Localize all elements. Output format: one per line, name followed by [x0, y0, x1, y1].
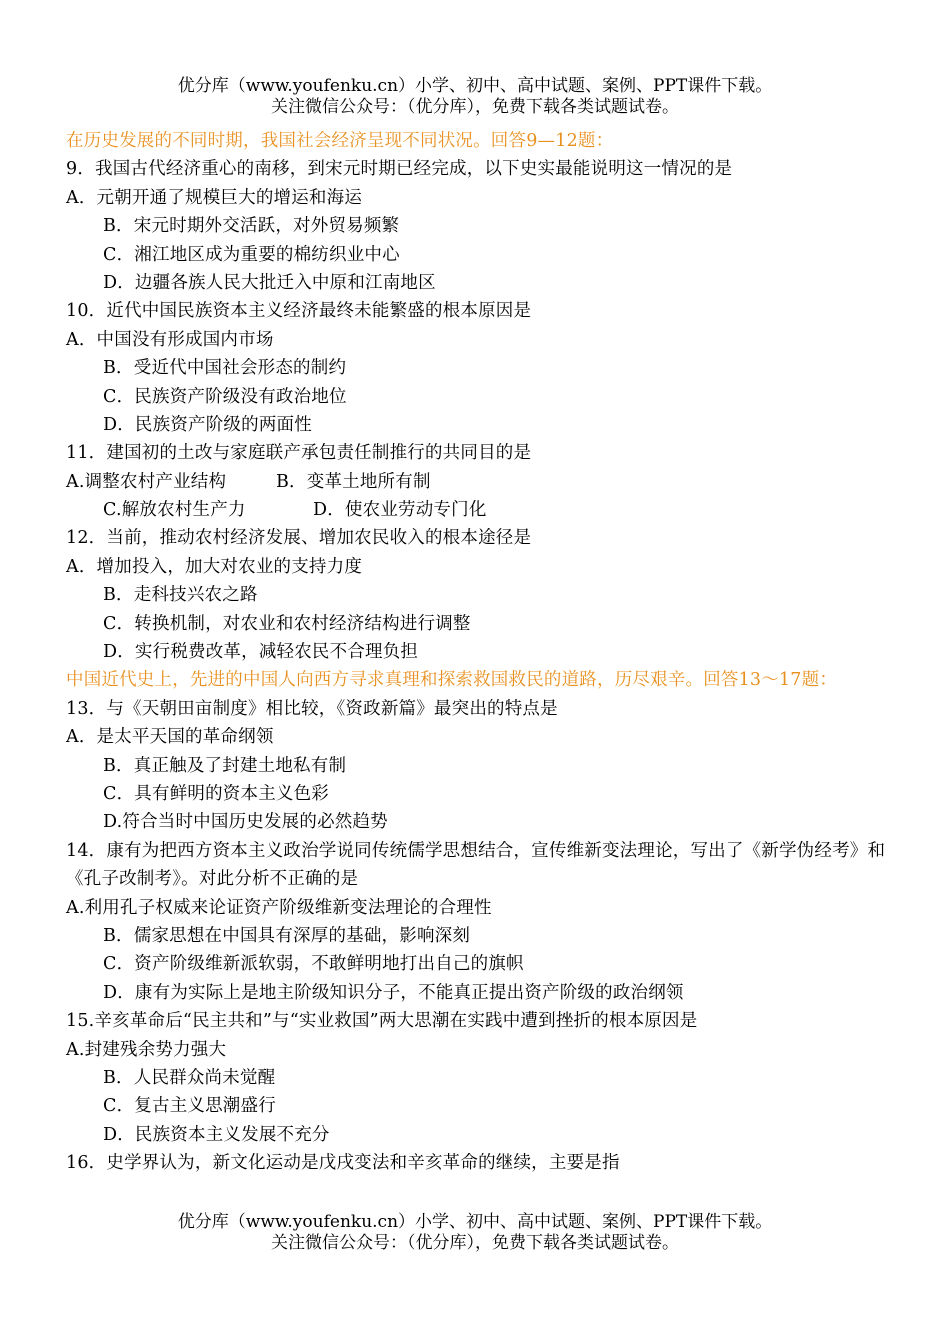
question-14-option-b: B．儒家思想在中国具有深厚的基础，影响深刻 [103, 925, 471, 946]
question-15-option-d: D．民族资本主义发展不充分 [103, 1124, 330, 1145]
question-12-option-b: B．走科技兴农之路 [103, 585, 258, 606]
question-13-option-d: D.符合当时中国历史发展的必然趋势 [103, 812, 388, 833]
question-9-option-b: B．宋元时期外交活跃，对外贸易频繁 [103, 216, 400, 237]
header-line-2: 关注微信公众号：（优分库），免费下载各类试题试卷。 [271, 97, 679, 117]
question-12-option-d: D．实行税费改革，减轻农民不合理负担 [103, 642, 419, 663]
footer-line-2: 关注微信公众号：（优分库），免费下载各类试题试卷。 [271, 1233, 679, 1253]
question-11-option-b: B．变革土地所有制 [276, 471, 431, 492]
question-content [66, 127, 886, 1178]
question-11-option-c: C.解放农村生产力 [103, 500, 246, 521]
question-10-option-d: D．民族资产阶级的两面性 [103, 414, 312, 435]
question-9-stem: 9．我国古代经济重心的南移，到宋元时期已经完成，以下史实最能说明这一情况的是 [66, 159, 733, 180]
question-11-options-cd [66, 496, 886, 524]
header-line-1: 优分库（www.youfenku.cn）小学、初中、高中试题、案例、PPT课件下载。 [177, 76, 773, 96]
question-13-stem: 13．与《天朝田亩制度》相比较，《资政新篇》最突出的特点是 [66, 698, 558, 719]
question-9-option-c: C．湘江地区成为重要的棉纺织业中心 [103, 244, 400, 265]
question-10-option-a: A．中国没有形成国内市场 [66, 329, 274, 350]
question-10-stem: 10．近代中国民族资本主义经济最终未能繁盛的根本原因是 [66, 301, 532, 322]
question-10-option-c: C．民族资产阶级没有政治地位 [103, 386, 347, 407]
question-11-option-a: A.调整农村产业结构 [66, 471, 227, 492]
question-14-option-c: C．资产阶级维新派软弱，不敢鲜明地打出自己的旗帜 [103, 954, 524, 975]
question-14-option-a: A.利用孔子权威来论证资产阶级维新变法理论的合理性 [66, 897, 492, 918]
question-14-stem: 14．康有为把西方资本主义政治学说同传统儒学思想结合，宣传维新变法理论，写出了《新学伪经考》和《孔子改制考》。对此分析不正确的是 [66, 840, 886, 890]
question-13-option-b: B．真正触及了封建土地私有制 [103, 755, 347, 776]
question-11-options-ab [66, 468, 886, 496]
question-10-option-b: B．受近代中国社会形态的制约 [103, 358, 347, 379]
question-11-option-d: D．使农业劳动专门化 [313, 500, 487, 521]
footer-line-1: 优分库（www.youfenku.cn）小学、初中、高中试题、案例、PPT课件下载。 [177, 1212, 773, 1232]
question-9-option-d: D．边疆各族人民大批迁入中原和江南地区 [103, 272, 436, 293]
page-footer [0, 1212, 950, 1254]
question-13-option-a: A．是太平天国的革命纲领 [66, 727, 274, 748]
section-intro-9-12: 在历史发展的不同时期，我国社会经济呈现不同状况。回答9—12题： [66, 131, 614, 151]
question-12-option-a: A．增加投入，加大对农业的支持力度 [66, 556, 363, 577]
page-header [0, 76, 950, 118]
question-9-option-a: A．元朝开通了规模巨大的增运和海运 [66, 187, 363, 208]
question-12-option-c: C．转换机制，对农业和农村经济结构进行调整 [103, 613, 471, 634]
question-12-stem: 12．当前，推动农村经济发展、增加农民收入的根本途径是 [66, 528, 532, 549]
question-15-option-a: A.封建残余势力强大 [66, 1039, 227, 1060]
question-15-option-c: C．复古主义思潮盛行 [103, 1096, 276, 1117]
question-15-stem: 15.辛亥革命后“民主共和”与“实业救国”两大思潮在实践中遭到挫折的根本原因是 [66, 1011, 698, 1032]
question-16-stem: 16．史学界认为，新文化运动是戊戌变法和辛亥革命的继续，主要是指 [66, 1153, 620, 1174]
question-15-option-b: B．人民群众尚未觉醒 [103, 1067, 276, 1088]
question-14-option-d: D．康有为实际上是地主阶级知识分子，不能真正提出资产阶级的政治纲领 [103, 982, 684, 1003]
section-intro-13-17: 中国近代史上，先进的中国人向西方寻求真理和探索救国救民的道路，历尽艰辛。回答13～17题： [66, 670, 838, 691]
question-13-option-c: C．具有鲜明的资本主义色彩 [103, 784, 329, 804]
question-11-stem: 11．建国初的土改与家庭联产承包责任制推行的共同目的是 [66, 443, 532, 464]
